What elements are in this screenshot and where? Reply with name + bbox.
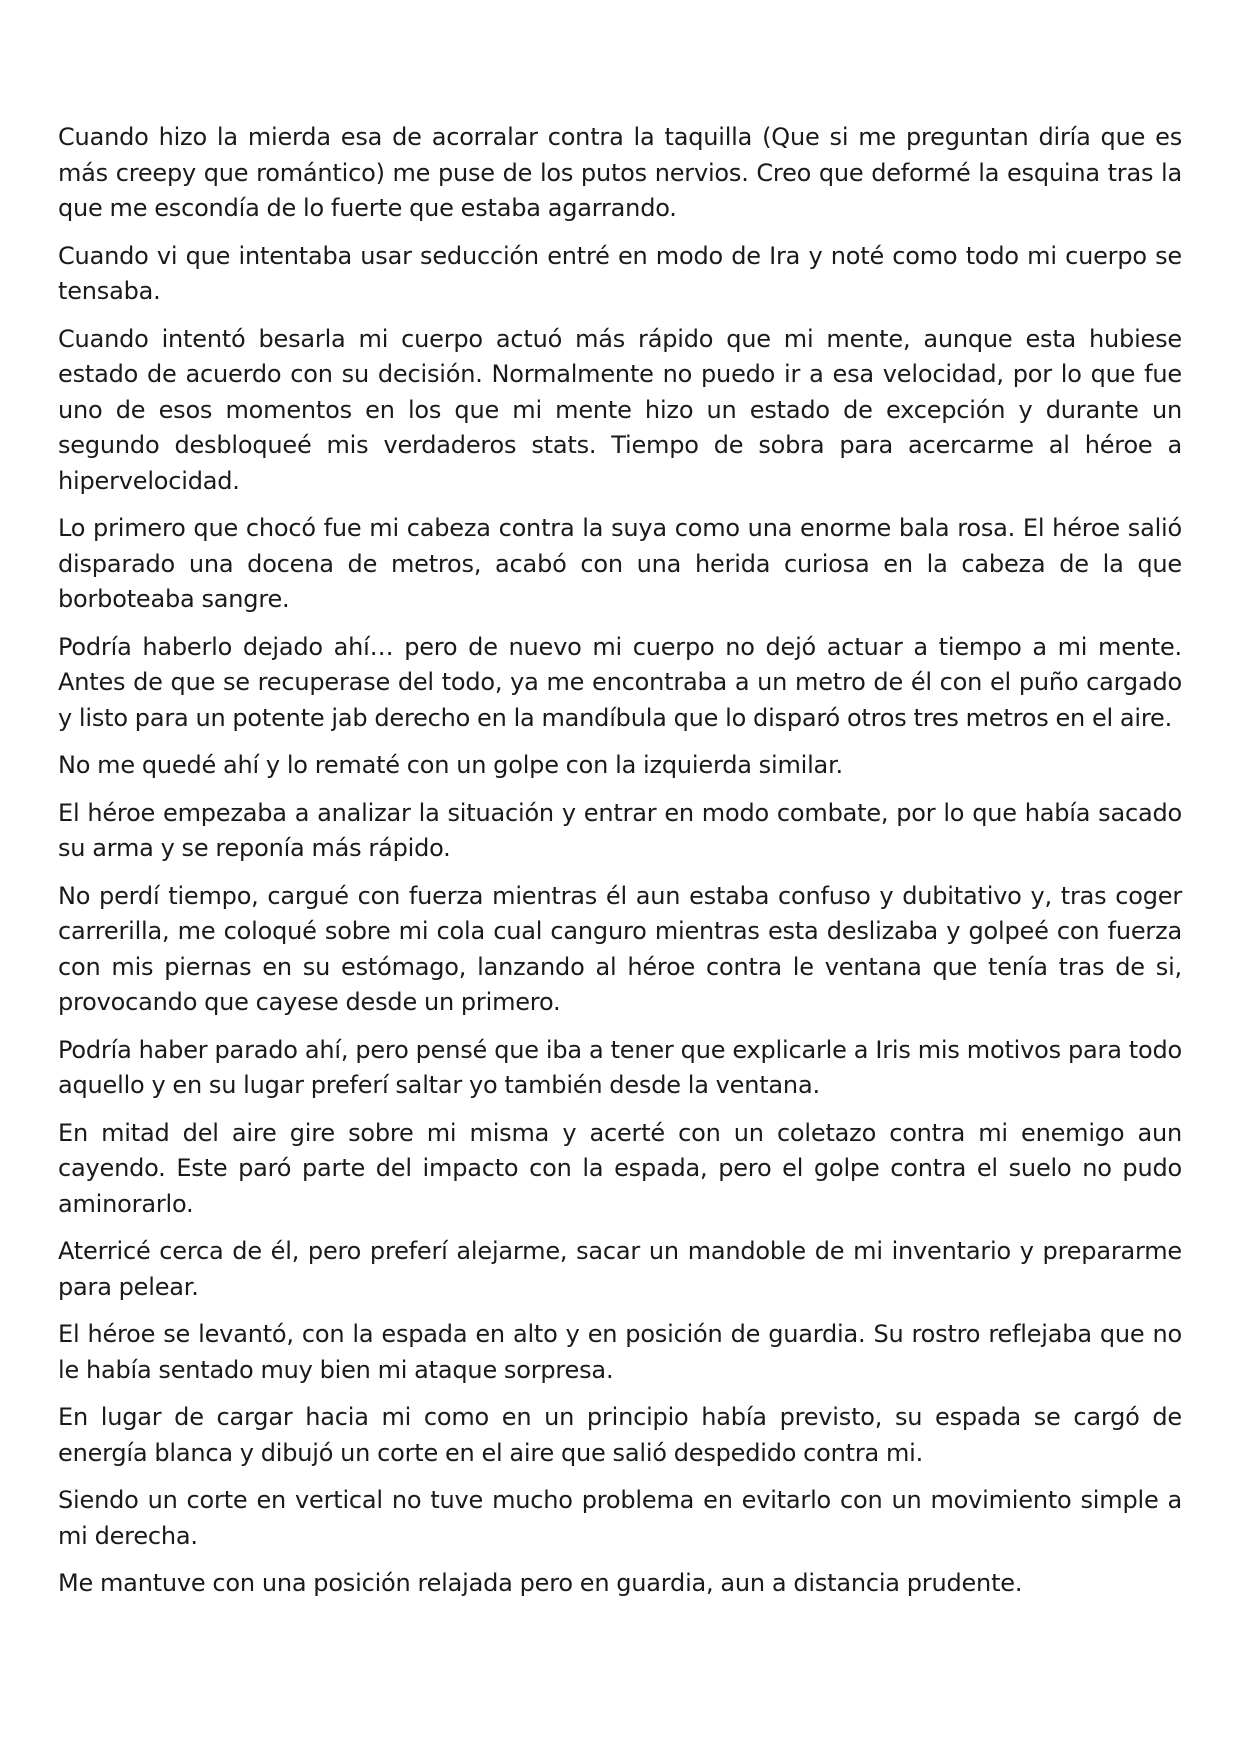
paragraph: En mitad del aire gire sobre mi misma y acerté con un coletazo contra mi enemigo aun cayendo. Este paró parte del impacto con la espada, pero el golpe contra el suelo no pudo aminorarlo. <box>58 1118 1182 1218</box>
document-page <box>58 120 1182 1614</box>
paragraph: Siendo un corte en vertical no tuve mucho problema en evitarlo con un movimiento simple a mi derecha. <box>58 1486 1182 1550</box>
paragraph: Lo primero que chocó fue mi cabeza contra la suya como una enorme bala rosa. El héroe salió disparado una docena de metros, acabó con una herida curiosa en la cabeza de la que borboteaba sangre. <box>58 514 1182 613</box>
paragraph: Podría haber parado ahí, pero pensé que iba a tener que explicarle a Iris mis motivos para todo aquello y en su lugar preferí saltar yo también desde la ventana. <box>58 1035 1182 1099</box>
paragraph: En lugar de cargar hacia mi como en un principio había previsto, su espada se cargó de energía blanca y dibujó un corte en el aire que salió despedido contra mi. <box>58 1403 1182 1467</box>
paragraph: Cuando hizo la mierda esa de acorralar contra la taquilla (Que si me preguntan diría que es más creepy que romántico) me puse de los putos nervios. Creo que deformé la esquina tras la que me escondía de lo fuerte que estaba agarrando. <box>58 123 1182 222</box>
paragraph: No me quedé ahí y lo rematé con un golpe con la izquierda similar. <box>58 751 843 779</box>
paragraph: Cuando intentó besarla mi cuerpo actuó más rápido que mi mente, aunque esta hubiese estado de acuerdo con su decisión. Normalmente no puedo ir a esa velocidad, por lo que fue uno de esos momentos en los que mi mente hizo un estado de excepción y durante un segundo desbloqueé mis verdaderos stats. Tiempo de sobra para acercarme al héroe a hipervelocidad. <box>58 324 1182 495</box>
paragraph: Cuando vi que intentaba usar seducción entré en modo de Ira y noté como todo mi cuerpo se tensaba. <box>58 241 1182 305</box>
paragraph: El héroe se levantó, con la espada en alto y en posición de guardia. Su rostro reflejaba que no le había sentado muy bien mi ataque sorpresa. <box>58 1320 1182 1384</box>
paragraph: Podría haberlo dejado ahí… pero de nuevo mi cuerpo no dejó actuar a tiempo a mi mente. Antes de que se recuperase del todo, ya me encontraba a un metro de él con el puño cargado y listo para un potente jab derecho en la mandíbula que lo disparó otros tres metros en el aire. <box>58 632 1182 732</box>
paragraph: Me mantuve con una posición relajada pero en guardia, aun a distancia prudente. <box>58 1569 1023 1597</box>
paragraph: El héroe empezaba a analizar la situación y entrar en modo combate, por lo que había sacado su arma y se reponía más rápido. <box>58 798 1182 862</box>
paragraph: Aterricé cerca de él, pero preferí alejarme, sacar un mandoble de mi inventario y prepararme para pelear. <box>58 1237 1182 1301</box>
paragraph: No perdí tiempo, cargué con fuerza mientras él aun estaba confuso y dubitativo y, tras coger carrerilla, me coloqué sobre mi cola cual canguro mientras esta deslizaba y golpeé con fuerza con mis piernas en su estómago, lanzando al héroe contra le ventana que tenía tras de si, provocando que cayese desde un primero. <box>58 881 1182 1016</box>
